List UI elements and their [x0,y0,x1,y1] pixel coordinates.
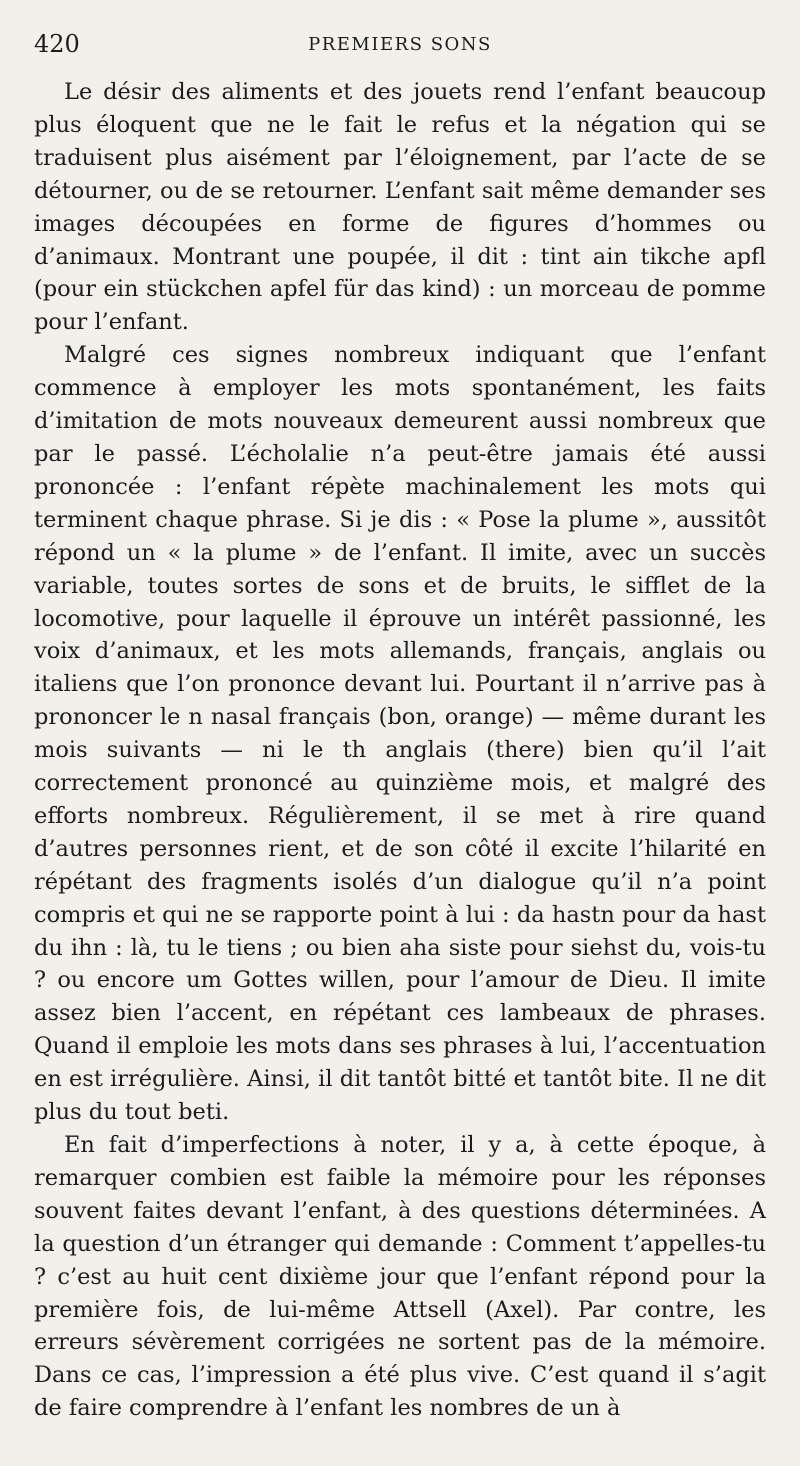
paragraph-1: Le désir des aliments et des jouets rend l’enfant beaucoup plus éloquent que ne le fait le refus et la négation qui se traduisent plus aisément par l’éloignement, par l’acte de se détourner, ou de se retourner. L’enfant sait même demander ses images découpées en forme de figures d’hommes ou d’animaux. Montrant une poupée, il dit : tint ain tikche apfl (pour ein stückchen apfel für das kind) : un morceau de pomme pour l’enfant. [34,79,766,336]
paragraph-2: Malgré ces signes nombreux indiquant que l’enfant commence à employer les mots spontanément, les faits d’imitation de mots nouveaux demeurent aussi nombreux que par le passé. L’écholalie n’a peut-être jamais été aussi prononcée : l’enfant répète machinalement les mots qui terminent chaque phrase. Si je dis : « Pose la plume », aussitôt répond un « la plume » de l’enfant. Il imite, avec un succès variable, toutes sortes de sons et de bruits, le sifflet de la locomotive, pour laquelle il éprouve un intérêt passionné, les voix d’animaux, et les mots allemands, français, anglais ou italiens que l’on prononce devant lui. Pourtant il n’arrive pas à prononcer le n nasal français (bon, orange) — même durant les mois suivants — ni le th anglais (there) bien qu’il l’ait correctement prononcé au quinzième mois, et malgré des efforts nombreux. Régulièrement, il se met à rire quand d’autres personnes rient, et de son côté il excite l’hilarité en répétant des fragments isolés d’un dialogue qu’il n’a point compris et qui ne se rapporte point à lui : da hastn pour da hast du ihn : là, tu le tiens ; ou bien aha siste pour siehst du, vois-tu ? ou encore um Gottes willen, pour l’amour de Dieu. Il imite assez bien l’accent, en répétant ces lambeaux de phrases. Quand il emploie les mots dans ses phrases à lui, l’accentuation en est irrégulière. Ainsi, il dit tantôt bitté et tantôt bite. Il ne dit plus du tout beti. [34,342,766,1126]
body-text [34,76,766,1425]
paragraph-3: En fait d’imperfections à noter, il y a, à cette époque, à remarquer combien est faible la mémoire pour les réponses souvent faites devant l’enfant, à des questions déterminées. A la question d’un étranger qui demande : Comment t’appelles-tu ? c’est au huit cent dixième jour que l’enfant répond pour la première fois, de lui-même Attsell (Axel). Par contre, les erreurs sévèrement corrigées ne sortent pas de la mémoire. Dans ce cas, l’impression a été plus vive. C’est quand il s’agit de faire comprendre à l’enfant les nombres de un à [34,1132,766,1422]
page-number: 420 [34,30,80,58]
running-head: PREMIERS SONS [308,34,492,55]
page-header [34,30,766,64]
